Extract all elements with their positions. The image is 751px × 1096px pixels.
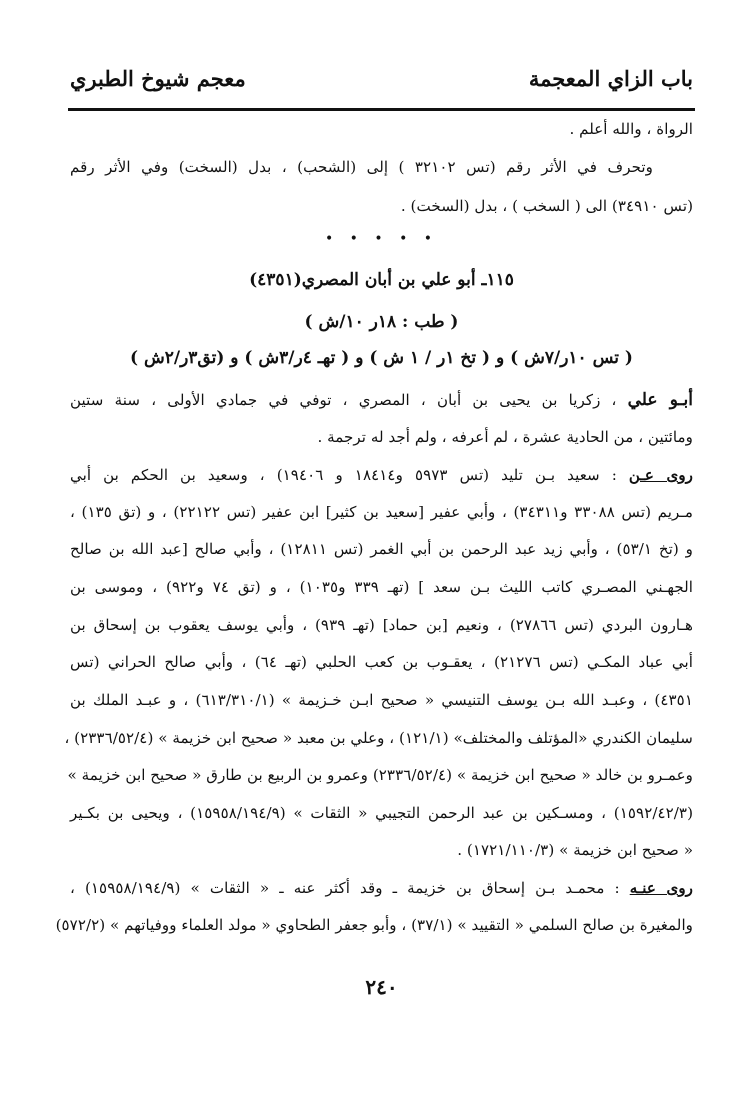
narrated-from-line: مـريم (تس ٣٣٠٨٨ و٣٤٣١١) ، وأبي عفير [سعيد بن كثير] ابن عفير (تس ٢٢١٢٢) ، و (تق ١٣٥) ، [70, 503, 693, 521]
narrated-by-line-2: والمغيرة بن صالح السلمي « التقييد » (٣٧/١) ، وأبو جعفر الطحاوي « مولد العلماء ووفياتهم » (٥٧٢/٢) [55, 916, 693, 934]
narrated-from-line: (١٥٩٢/٤٢/٣) ، ومسـكين بن عبد الرحمن التجيبي « الثقات » (١٥٩٥٨/١٩٤/٩) ، ويحيى بن بكـير [70, 804, 693, 822]
narrated-from-line: وعمـرو بن خالد « صحيح ابن خزيمة » (٢٣٣٦/٥٢/٤) وعمرو بن الربيع بن طارق « صحيح ابن خزيمة » [67, 766, 693, 784]
intro-line-1: الرواة ، والله أعلم . [569, 120, 693, 138]
header-rule [68, 108, 695, 111]
bio-line-1 [70, 388, 693, 412]
bio-line-2: ومائتين ، من الحادية عشرة ، لم أعرفه ، ولم أجد له ترجمة . [317, 428, 693, 446]
narrated-from-line: أبي عباد المكـي (تس ٢١٢٧٦) ، يعقـوب بن كعب الحلبي (تهـ ٦٤) ، وأبي صالح الحراني (تس [70, 653, 694, 671]
narrated-from-line: سليمان الكندري «المؤتلف والمختلف» (١٢١/١) ، وعلي بن معبد « صحيح ابن خزيمة » (٢٣٣٦/٥٢/٤) ، [64, 729, 693, 747]
book-title: معجم شيوخ الطبري [70, 66, 246, 91]
section-separator: • • • • • [324, 231, 439, 247]
narrated-from-line-1-text: : سعيد بـن تليد (تس ٥٩٧٣ و١٨٤١٤ و ١٩٤٠٦) ، وسعيد بن الحكم بن أبي [70, 466, 617, 484]
running-header [70, 66, 693, 106]
narrated-from-line: ٤٣٥١) ، وعبـد الله بـن يوسف التنيسي « صحيح ابـن خـزيمة » (٦١٣/٣١٠/١) ، و عبـد الملك بن [70, 691, 693, 709]
intro-line-3: (تس ٣٤٩١٠) الى ( السخب ) ، بدل (السخت) . [400, 197, 693, 215]
page-number: ٢٤٠ [365, 975, 398, 999]
narrated-from-line: هـارون البردي (تس ٢٧٨٦٦) ، ونعيم [بن حماد] (تهـ ٩٣٩) ، وأبي يوسف يعقوب بن إسحاق بن [70, 616, 694, 634]
narrated-from-line: و (تخ ٥٣/١) ، وأبي زيد عبد الرحمن بن أبي الغمر (تس ١٢٨١١) ، وأبي صالح [عبد الله بن صالح [70, 540, 693, 558]
entry-reference-2: ( تس ١٠ر/٧ش ) و ( تخ ١ر / ١ ش ) و ( تهـ ٤ر/٣ش ) و (تق٣ر/٢ش ) [130, 348, 633, 368]
entry-reference-1: ( طب : ١٨ر ١٠/ش ) [304, 312, 459, 332]
narrated-from-lead: روى عـن [628, 466, 694, 484]
narrated-from-line: الجهـني المصـري كاتب الليث بـن سعد ] (تهـ ٣٣٩ و١٠٣٥) ، و (تق ٧٤ و٩٢٢) ، وموسى بن [70, 578, 693, 596]
entry-title: ١١٥ـ أبو علي بن أبان المصري(٤٣٥١) [249, 270, 514, 290]
narrated-by-line-1-text: : محمـد بـن إسحاق بن خزيمة ـ وقد أكثر عنه ـ « الثقات » (١٥٩٥٨/١٩٤/٩) ، [70, 879, 620, 897]
chapter-title: باب الزاي المعجمة [528, 66, 693, 91]
narrated-by-line-1 [70, 876, 693, 900]
bio-line-1-text: ، زكريا بن يحيى بن أبان ، المصري ، توفي في جمادي الأولى ، سنة ستين [70, 391, 617, 409]
narrated-by-lead: روى عنـه [629, 879, 693, 897]
intro-line-2: وتحرف في الأثر رقم (تس ٣٢١٠٢ ) إلى (الشحب) ، بدل (السخت) وفي الأثر رقم [70, 158, 653, 176]
narrated-from-line-1 [70, 463, 693, 487]
bio-lead: أبـو علي [627, 390, 694, 410]
narrated-from-line: « صحيح ابن خزيمة » (١٧٢١/١١٠/٣) . [457, 841, 693, 859]
